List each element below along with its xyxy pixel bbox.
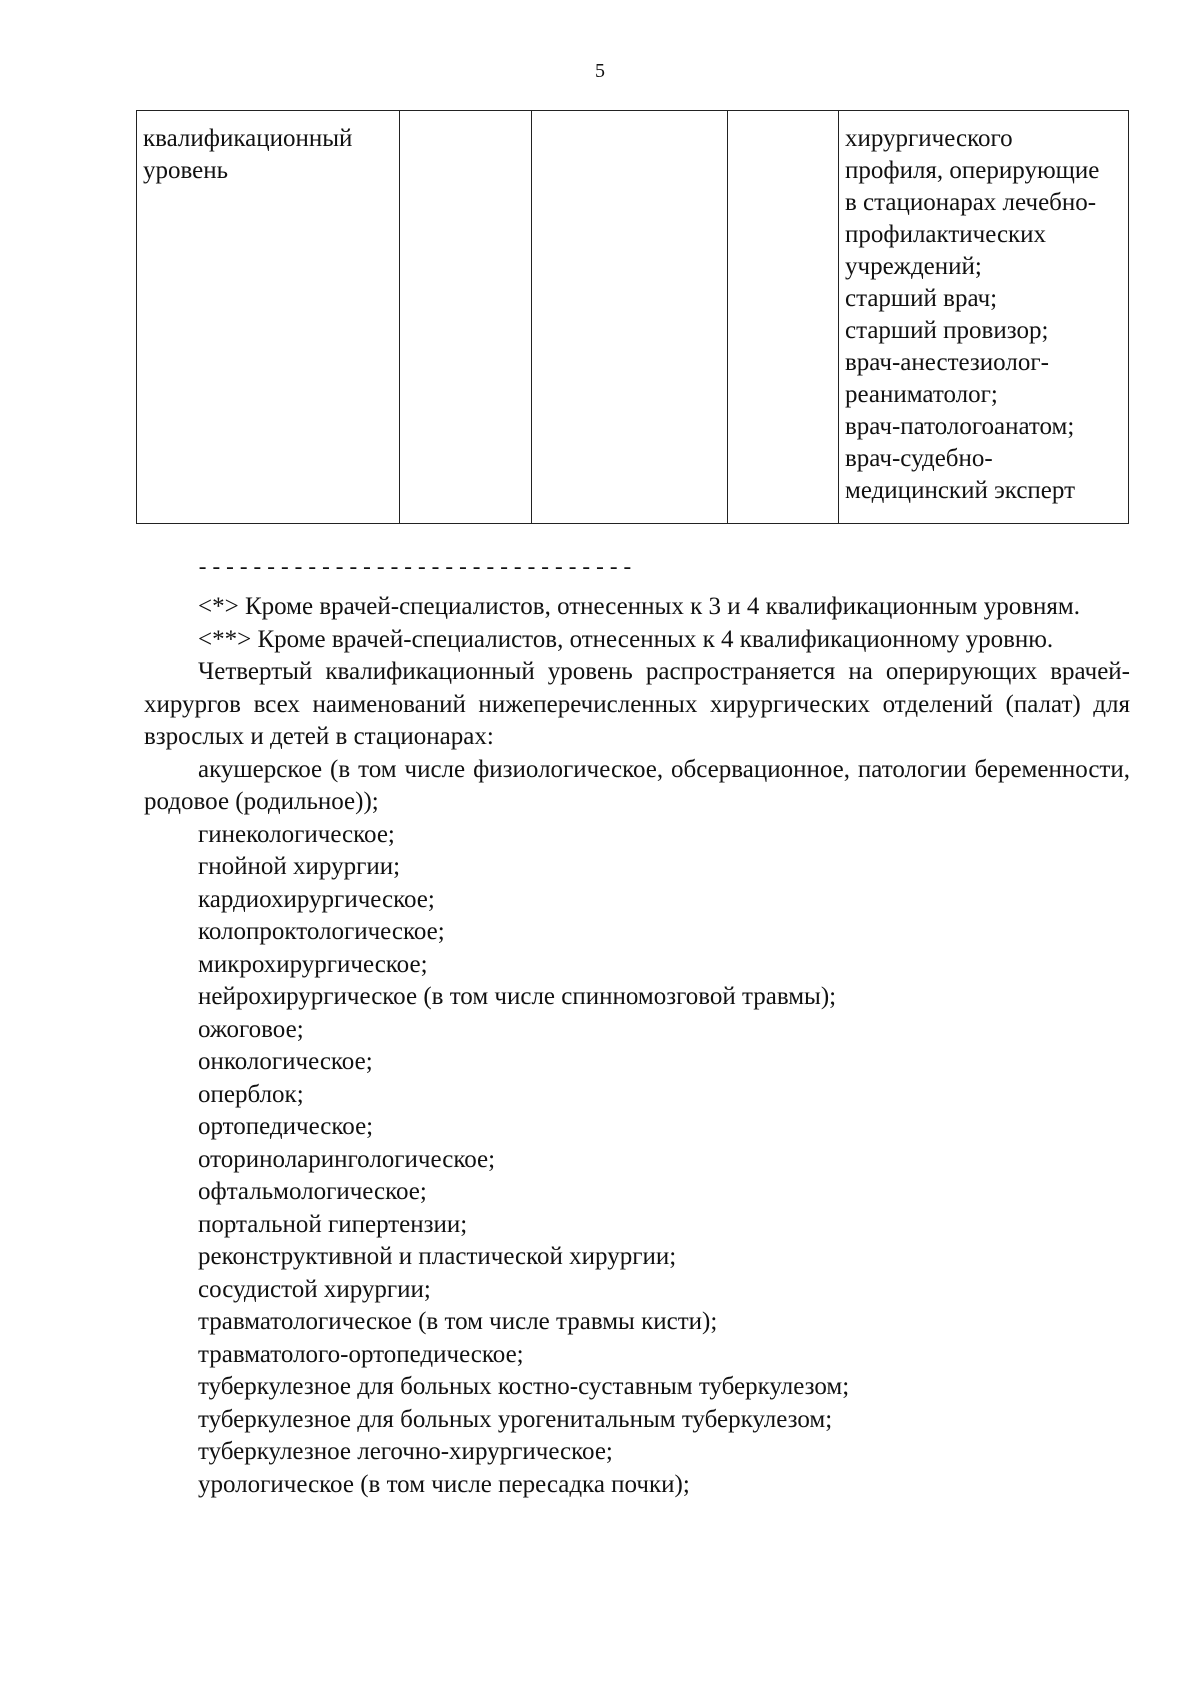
list-item: кардиохирургическое; — [198, 885, 435, 913]
position-text-line: профилактических — [845, 221, 1047, 248]
list-item: туберкулезное для больных урогенитальным туберкулезом; — [198, 1405, 833, 1433]
table-row — [137, 111, 1129, 524]
level-text-line: квалификационный — [143, 125, 353, 152]
table-cell-empty — [728, 111, 839, 524]
position-text-line: старший провизор; — [845, 317, 1049, 344]
qualification-table — [136, 110, 1129, 524]
list-item: портальной гипертензии; — [198, 1210, 468, 1238]
position-text-line: врач-судебно- — [845, 445, 993, 472]
intro-paragraph: Четвертый квалификационный уровень распространяется на оперирующих врачей-хирургов всех наименований нижеперечисленных хирургических отделений (палат) для взрослых и детей в стационарах: — [144, 658, 1130, 750]
page-number: 5 — [595, 60, 605, 82]
cell-lines — [143, 123, 393, 187]
table-cell-positions — [839, 111, 1129, 524]
list-item: ортопедическое; — [198, 1113, 374, 1140]
list-item: микрохирургическое; — [198, 950, 428, 978]
list-item: урологическое (в том числе пересадка почки); — [198, 1470, 690, 1498]
list-item: сосудистой хирургии; — [198, 1275, 431, 1303]
list-item: травматологическое (в том числе травмы кисти); — [198, 1308, 718, 1335]
document-body — [144, 591, 1130, 1501]
list-item: офтальмологическое; — [198, 1178, 427, 1205]
position-text-line: в стационарах лечебно- — [845, 189, 1097, 216]
position-text-line: медицинский эксперт — [845, 477, 1075, 504]
list-item: ожоговое; — [198, 1015, 304, 1043]
list-item: туберкулезное легочно-хирургическое; — [198, 1438, 613, 1465]
table-cell-empty — [400, 111, 532, 524]
department-list — [144, 819, 1130, 1502]
position-text-line: хирургического — [845, 125, 1013, 152]
footnote-1: <*> Кроме врачей-специалистов, отнесенных к 3 и 4 квалификационным уровням. — [198, 593, 1080, 620]
table-cell-level — [137, 111, 400, 524]
list-item: туберкулезное для больных костно-суставным туберкулезом; — [198, 1373, 850, 1400]
level-text-line: уровень — [143, 157, 229, 184]
obstetric-paragraph: акушерское (в том числе физиологическое, обсервационное, патологии беременности, родовое (родильное)); — [144, 755, 1130, 815]
list-item: гнойной хирургии; — [198, 853, 401, 880]
list-item: нейрохирургическое (в том числе спинномозговой травмы); — [198, 983, 837, 1010]
list-item: травматолого-ортопедическое; — [198, 1340, 524, 1368]
cell-lines — [845, 123, 1122, 507]
position-text-line: старший врач; — [845, 285, 998, 312]
list-item: онкологическое; — [198, 1048, 373, 1075]
list-item: оториноларингологическое; — [198, 1145, 496, 1173]
position-text-line: врач-анестезиолог- — [845, 349, 1049, 376]
position-text-line: профиля, оперирующие — [845, 157, 1100, 184]
position-text-line: учреждений; — [845, 253, 982, 280]
list-item: колопроктологическое; — [198, 918, 445, 945]
position-text-line: реаниматолог; — [845, 381, 998, 408]
list-item: гинекологическое; — [198, 820, 395, 848]
footnote-separator: -------------------------------- — [196, 556, 635, 581]
footnote-2: <**> Кроме врачей-специалистов, отнесенных к 4 квалификационному уровню. — [198, 625, 1054, 653]
list-item: оперблок; — [198, 1080, 304, 1108]
list-item: реконструктивной и пластической хирургии; — [198, 1243, 677, 1270]
position-text-line: врач-патологоанатом; — [845, 413, 1075, 440]
table-cell-empty — [532, 111, 728, 524]
